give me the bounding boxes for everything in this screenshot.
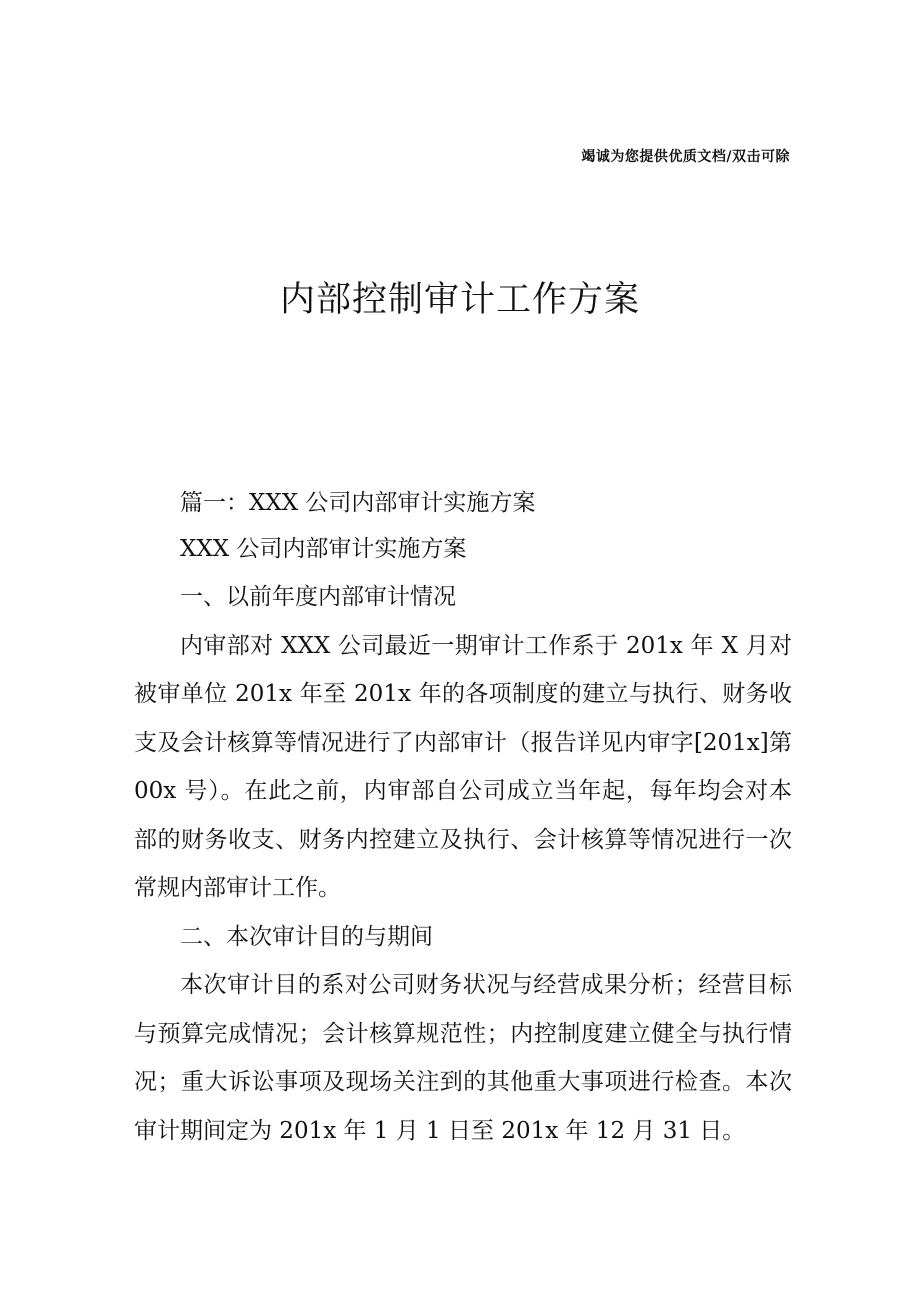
body-paragraph-2: 本次审计目的系对公司财务状况与经营成果分析；经营目标与预算完成情况；会计核算规范性；内控制度建立健全与执行情况；重大诉讼事项及现场关注到的其他重大事项进行检查。本次审计期间定为 201x 年 1 月 1 日至 201x 年 12 月 31 日。: [134, 972, 792, 1144]
section-heading-2: 二、本次审计目的与期间: [180, 923, 433, 950]
body-paragraph-1: 内审部对 XXX 公司最近一期审计工作系于 201x 年 X 月对被审单位 201x 年至 201x 年的各项制度的建立与执行、财务收支及会计核算等情况进行了内部审计（报告详见内审字[201x]第 00x 号）。在此之前，内审部自公司成立当年起，每年均会对本部的财务收支、财务内控建立及执行、会计核算等情况进行一次常规内部审计工作。: [134, 632, 792, 901]
section-heading-1: 一、以前年度内部审计情况: [180, 584, 456, 610]
subtitle-line: XXX 公司内部审计实施方案: [180, 535, 467, 562]
section-heading-part-one: 篇一：XXX 公司内部审计实施方案: [180, 490, 536, 516]
header-note: 竭诚为您提供优质文档/双击可除: [581, 149, 790, 165]
document-title: 内部控制审计工作方案: [279, 280, 640, 320]
document-body: [134, 479, 792, 1155]
